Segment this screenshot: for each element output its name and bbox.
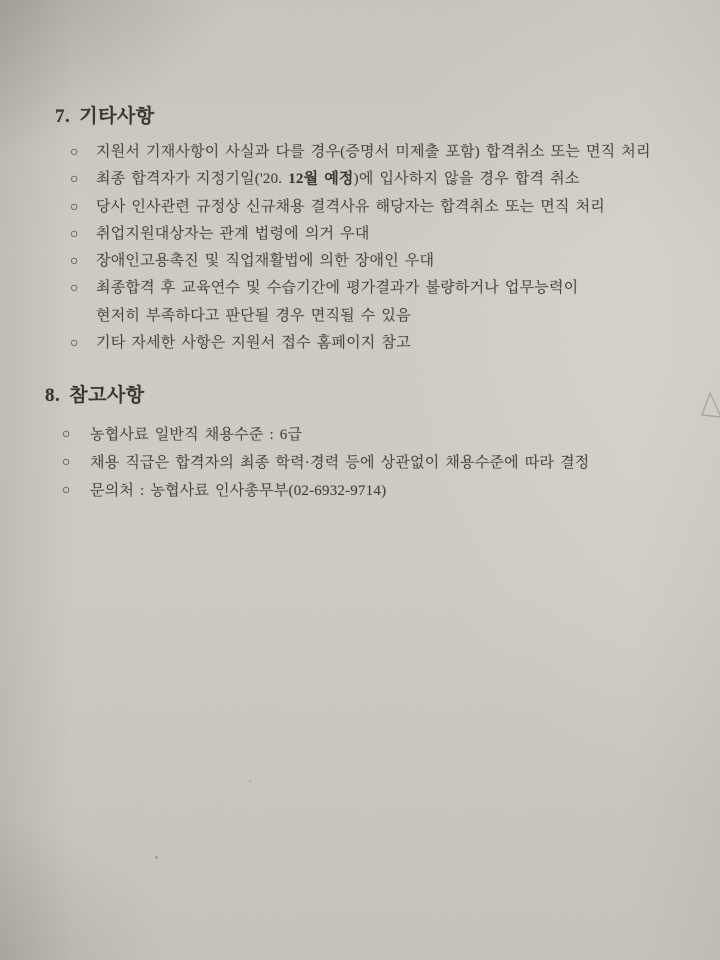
circle-bullet-icon: ○ <box>62 455 71 470</box>
circle-bullet-icon: ○ <box>70 254 79 270</box>
list-item <box>70 248 651 275</box>
list-item-text: 당사 인사관련 규정상 신규채용 결격사유 해당자는 합격취소 또는 면직 처리 <box>96 198 605 215</box>
list-item-text: 문의처 : 농협사료 인사총무부(02-6932-9714) <box>90 483 387 499</box>
section-7-number: 7. <box>55 106 71 127</box>
list-item <box>70 194 651 221</box>
list-item-text-pre: 최종 합격자가 지정기일('20. <box>96 171 289 188</box>
circle-bullet-icon: ○ <box>70 172 79 188</box>
circle-bullet-icon: ○ <box>70 281 79 297</box>
section-8 <box>45 383 589 505</box>
list-item <box>70 330 651 357</box>
list-item-text-bold: 12월 예정 <box>288 171 354 188</box>
section-7-item-list <box>70 139 651 357</box>
list-item <box>62 421 589 449</box>
circle-bullet-icon: ○ <box>62 483 71 498</box>
list-item-line2: 현저히 부족하다고 판단될 경우 면직될 수 있음 <box>96 307 411 324</box>
list-item-text <box>96 275 578 330</box>
pencil-triangle-mark <box>698 390 720 424</box>
list-item <box>70 221 651 248</box>
section-8-number: 8. <box>45 385 61 406</box>
section-8-heading <box>45 383 589 409</box>
list-item-line1: 최종합격 후 교육연수 및 수습기간에 평가결과가 불량하거나 업무능력이 <box>96 280 579 297</box>
list-item <box>62 449 589 477</box>
section-7-title: 기타사항 <box>79 106 155 127</box>
circle-bullet-icon: ○ <box>62 427 71 442</box>
list-item-text: 채용 직급은 합격자의 최종 학력·경력 등에 상관없이 채용수준에 따라 결정 <box>90 455 590 471</box>
section-8-title: 참고사항 <box>69 385 145 406</box>
circle-bullet-icon: ○ <box>70 226 79 242</box>
list-item <box>62 477 589 505</box>
list-item-text: 지원서 기재사항이 사실과 다를 경우(증명서 미제출 포함) 합격취소 또는 면직 처리 <box>96 144 651 160</box>
circle-bullet-icon: ○ <box>70 145 79 160</box>
list-item-text-post: )에 입사하지 않을 경우 합격 취소 <box>353 171 580 188</box>
list-item-text: 농협사료 일반직 채용수준 : 6급 <box>90 427 303 443</box>
paper-speck <box>249 780 251 782</box>
section-7-heading <box>55 104 651 130</box>
list-item <box>70 139 651 166</box>
list-item-text: 취업지원대상자는 관계 법령에 의거 우대 <box>96 225 370 242</box>
list-item-text <box>96 166 580 193</box>
list-item-text: 기타 자세한 사항은 지원서 접수 홈페이지 참고 <box>96 335 411 352</box>
list-item <box>70 166 651 193</box>
paper-speck <box>155 856 158 859</box>
circle-bullet-icon: ○ <box>70 336 79 352</box>
section-7 <box>55 104 651 357</box>
list-item-text: 장애인고용촉진 및 직업재활법에 의한 장애인 우대 <box>96 253 435 270</box>
section-8-item-list <box>62 421 589 505</box>
circle-bullet-icon: ○ <box>70 199 79 215</box>
list-item <box>70 275 651 330</box>
